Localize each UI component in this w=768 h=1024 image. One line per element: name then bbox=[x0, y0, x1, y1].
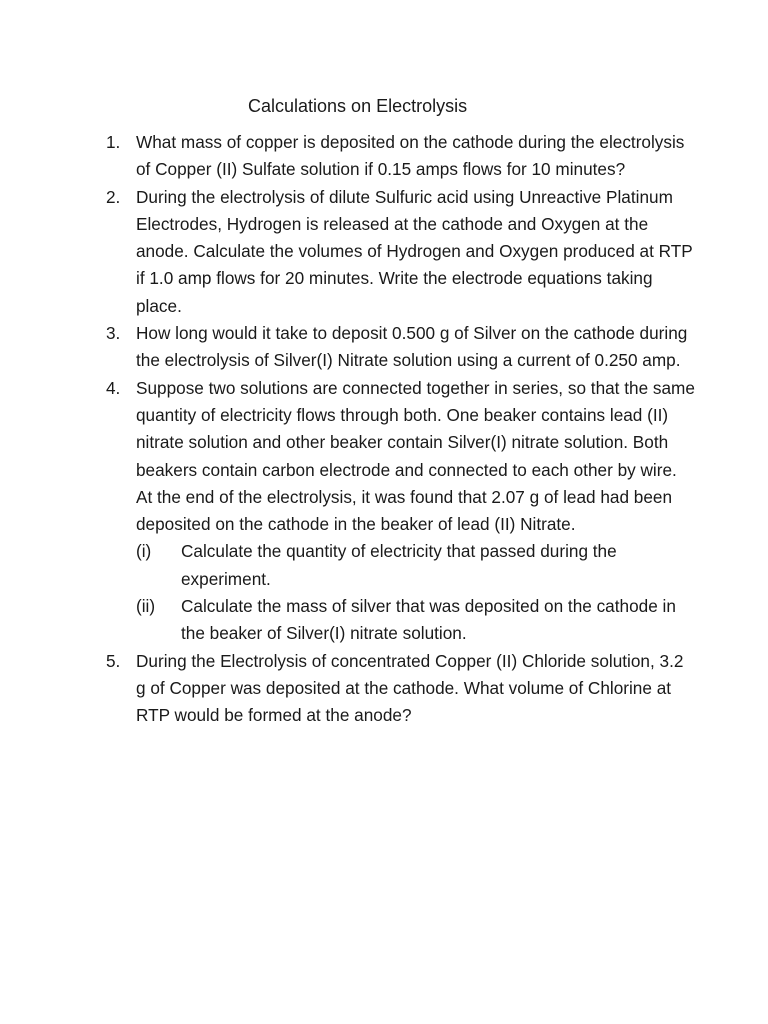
question-number: 3. bbox=[106, 323, 121, 344]
question-item bbox=[106, 184, 696, 320]
subpart-label: (i) bbox=[136, 541, 152, 562]
subpart-label: (ii) bbox=[136, 596, 156, 617]
question-item bbox=[106, 129, 696, 184]
question-item bbox=[106, 320, 696, 375]
question-list bbox=[106, 129, 696, 730]
subpart-text: Calculate the quantity of electricity that passed during the experiment. bbox=[181, 541, 617, 589]
subpart-item bbox=[136, 538, 696, 593]
question-number: 4. bbox=[106, 377, 121, 398]
question-number: 1. bbox=[106, 132, 121, 152]
question-item bbox=[106, 648, 696, 730]
question-number: 5. bbox=[106, 650, 121, 671]
question-text: Suppose two solutions are connected together in series, so that the same quantity of electricity flows through both. One beaker contains lead (II) nitrate solution and other beaker contain Silver(I) nitrate solution. Both beakers contain carbon electrode and connected to each other by wire. At the end of the electrolysis, it was found that 2.07 g of lead had been deposited on the cathode in the beaker of lead (II) Nitrate. bbox=[136, 377, 695, 535]
question-text: During the electrolysis of dilute Sulfuric acid using Unreactive Platinum Electrodes, Hydrogen is released at the cathode and Oxygen at the anode. Calculate the volumes of Hydrogen and Oxygen produced at RTP if 1.0 amp flows for 20 minutes. Write the electrode equations taking place. bbox=[136, 186, 693, 316]
question-number: 2. bbox=[106, 186, 121, 207]
question-text: What mass of copper is deposited on the cathode during the electrolysis of Copper (II) Sulfate solution if 0.15 amps flows for 10 minutes? bbox=[136, 132, 685, 180]
subpart-text: Calculate the mass of silver that was deposited on the cathode in the beaker of Silver(I) nitrate solution. bbox=[181, 596, 676, 644]
page-title: Calculations on Electrolysis bbox=[248, 96, 468, 116]
question-text: During the Electrolysis of concentrated Copper (II) Chloride solution, 3.2 g of Copper was deposited at the cathode. What volume of Chlorine at RTP would be formed at the anode? bbox=[136, 650, 684, 726]
subpart-item bbox=[136, 593, 696, 648]
question-text: How long would it take to deposit 0.500 g of Silver on the cathode during the electrolysis of Silver(I) Nitrate solution using a current of 0.250 amp. bbox=[136, 323, 688, 371]
subpart-list bbox=[136, 538, 696, 647]
question-item bbox=[106, 375, 696, 648]
